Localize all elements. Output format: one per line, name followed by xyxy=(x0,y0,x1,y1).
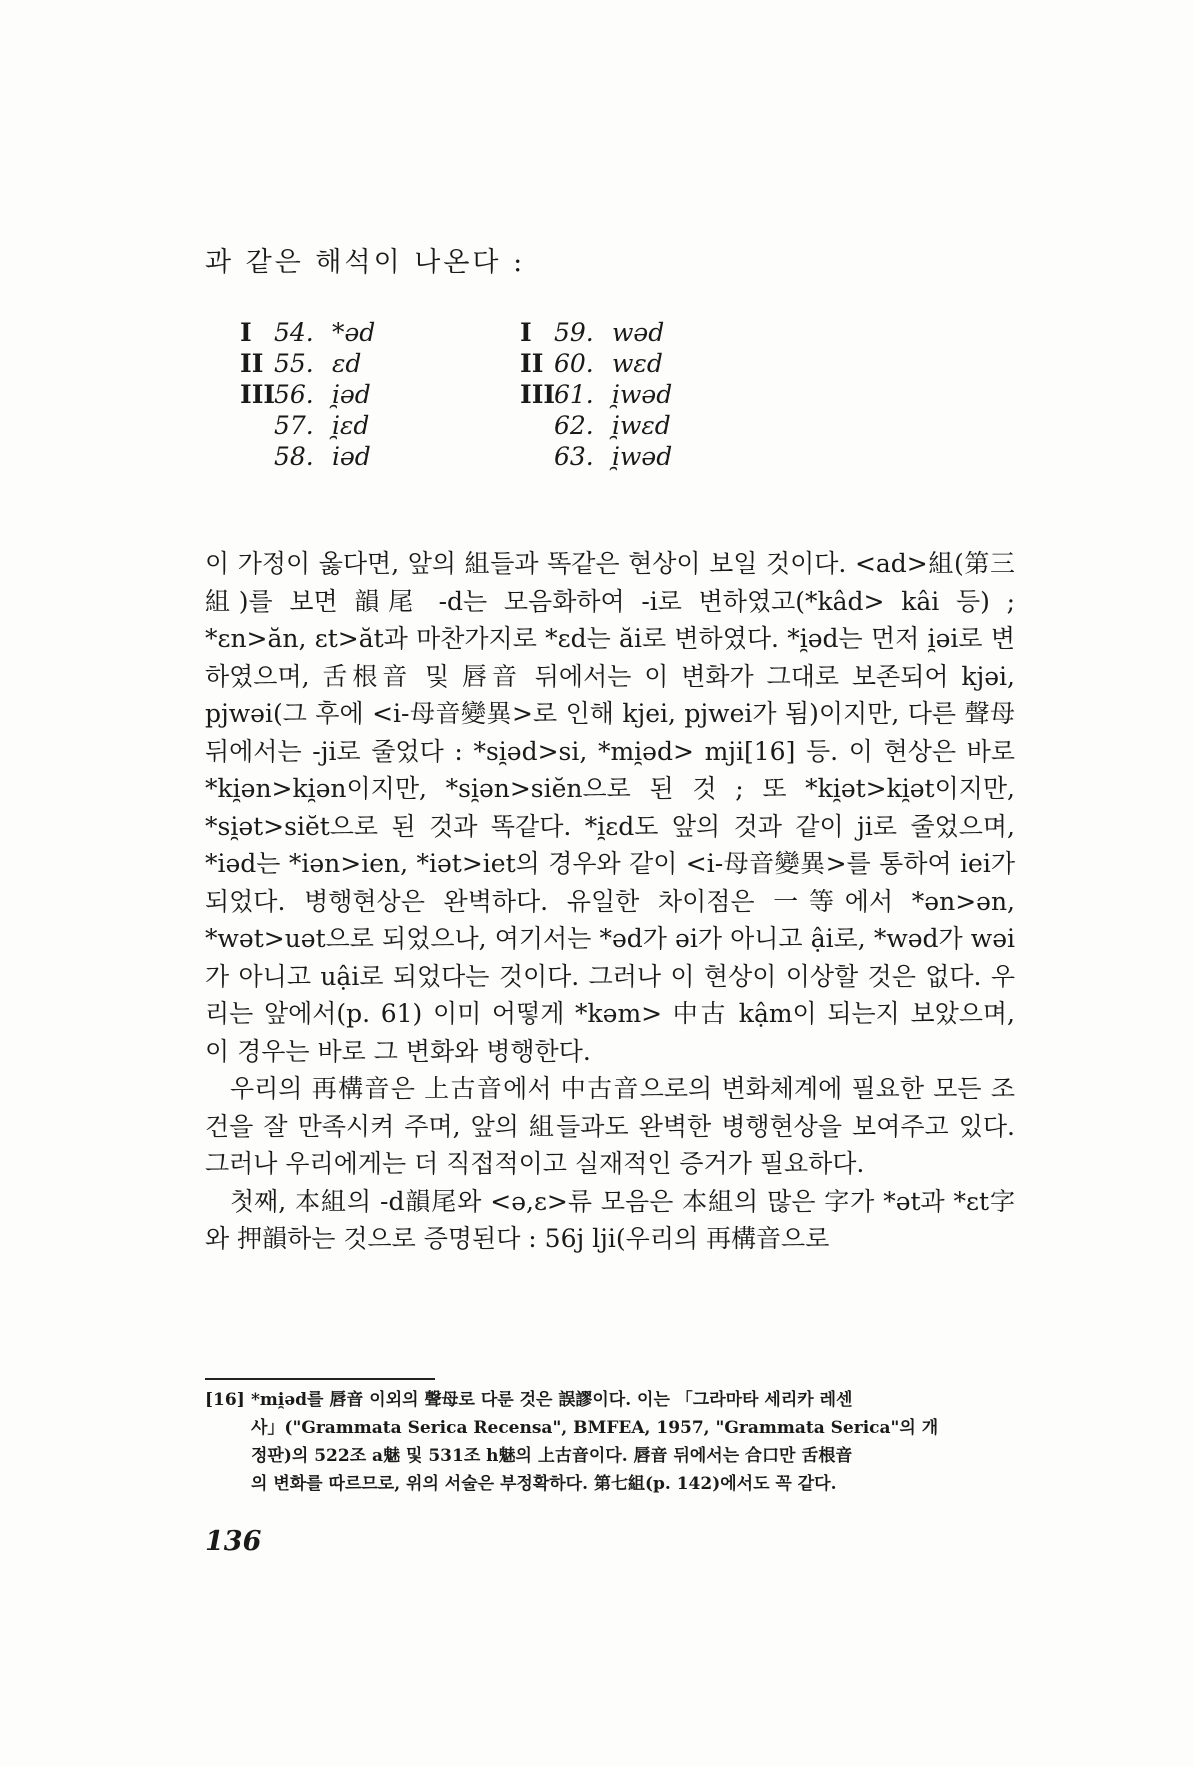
entry-index: 59. xyxy=(554,318,594,347)
table-row xyxy=(520,442,800,473)
footnote-line xyxy=(205,1386,1015,1414)
table-row xyxy=(240,442,520,473)
entry-index: 54. xyxy=(274,318,314,347)
division-numeral: II xyxy=(520,349,544,378)
table-row xyxy=(520,318,800,349)
footnote-text: *mi̯əd를 唇音 이외의 聲母로 다룬 것은 誤謬이다. 이는 「그라마타 세리카 레센 xyxy=(251,1390,853,1410)
table-column-right xyxy=(520,318,800,473)
table-row xyxy=(240,349,520,380)
entry-index: 58. xyxy=(274,442,314,471)
footnote-marker: [16] xyxy=(205,1390,245,1410)
footnote-divider xyxy=(205,1378,435,1380)
entry-form: wəd xyxy=(612,318,665,347)
entry-form: i̯wəd xyxy=(612,380,673,409)
division-numeral: III xyxy=(240,380,276,409)
table-row xyxy=(520,380,800,411)
footnote-line: 정판)의 522조 a魅 및 531조 h魅의 上古音이다. 唇音 뒤에서는 合口만 舌根音 xyxy=(251,1446,853,1466)
page-number: 136 xyxy=(205,1526,262,1557)
entry-form: i̯wəd xyxy=(612,442,673,471)
entry-index: 55. xyxy=(274,349,314,378)
footnote xyxy=(205,1386,1015,1498)
table-row xyxy=(240,318,520,349)
footnote-line: 의 변화를 따르므로, 위의 서술은 부정확하다. 第七組(p. 142)에서도 꼭 같다. xyxy=(251,1474,837,1494)
entry-index: 60. xyxy=(554,349,594,378)
table-row xyxy=(240,380,520,411)
table-column-left xyxy=(240,318,520,473)
entry-form: *əd xyxy=(332,318,376,347)
division-numeral: I xyxy=(240,318,252,347)
table-row xyxy=(240,411,520,442)
paragraph: 첫째, 本組의 -d韻尾와 <ə,ɛ>류 모음은 本組의 많은 字가 *ət과 *ɛt字와 押韻하는 것으로 증명된다 : 56j lji(우리의 再構音으로 xyxy=(205,1186,1015,1253)
entry-form: wɛd xyxy=(612,349,663,378)
entry-index: 57. xyxy=(274,411,314,440)
entry-index: 61. xyxy=(554,380,594,409)
table-row xyxy=(520,411,800,442)
entry-index: 63. xyxy=(554,442,594,471)
division-numeral: III xyxy=(520,380,556,409)
division-numeral: I xyxy=(520,318,532,347)
footnote-line: 사」("Grammata Serica Recensa", BMFEA, 1957, "Grammata Serica"의 개 xyxy=(251,1418,939,1438)
entry-form: i̯əd xyxy=(332,380,371,409)
intro-line: 과 같은 해석이 나온다 : xyxy=(205,247,526,278)
entry-index: 56. xyxy=(274,380,314,409)
body-text xyxy=(205,545,1015,1258)
entry-form: i̯ɛd xyxy=(332,411,370,440)
entry-form: i̯wɛd xyxy=(612,411,671,440)
table-row xyxy=(520,349,800,380)
paragraph: 이 가정이 옳다면, 앞의 組들과 똑같은 현상이 보일 것이다. <ad>組(第三組)를 보면 韻尾 -d는 모음화하여 -i로 변하였고(*kâd> kâi 등) ; *ɛn>ăn, ɛt>ăt과 마찬가지로 *ɛd는 ăi로 변하였다. *i̯əd는 먼저 i̯əi로 변하였으며, 舌根音 및 唇音 뒤에서는 이 변화가 그대로 보존되어 kjəi, pjwəi(그 후에 <i-母音變異>로 인해 kjei, pjwei가 됨)이지만, 다른 聲母 뒤에서는 -ji로 줄었다 : *si̯əd>si, *mi̯əd> mji[16] 등. 이 현상은 바로 *ki̯ən>ki̯ən이지만, *si̯ən>siĕn으로 된 것 ; 또 *ki̯ət>ki̯ət이지만, *si̯ət>siĕt으로 된 것과 똑같다. *i̯ɛd도 앞의 것과 같이 ji로 줄었으며, *iəd는 *iən>ien, *iət>iet의 경우와 같이 <i-母音變異>를 통하여 iei가 되었다. 병행현상은 완벽하다. 유일한 차이점은 一等에서 *ən>ən, *wət>uət으로 되었으나, 여기서는 *əd가 əi가 아니고 ậi로, *wəd가 wəi가 아니고 uậi로 되었다는 것이다. 그러나 이 현상이 이상할 것은 없다. 우리는 앞에서(p. 61) 이미 어떻게 *kəm> 中古 kậm이 되는지 보았으며, 이 경우는 바로 그 변화와 병행한다. xyxy=(205,549,1015,1066)
entry-form: ɛd xyxy=(332,349,362,378)
paragraph: 우리의 再構音은 上古音에서 中古音으로의 변화체계에 필요한 모든 조건을 잘 만족시켜 주며, 앞의 組들과도 완벽한 병행현상을 보여주고 있다. 그러나 우리에게는 더 직접적이고 실재적인 증거가 필요하다. xyxy=(205,1074,1015,1178)
entry-form: iəd xyxy=(332,442,371,471)
entry-index: 62. xyxy=(554,411,594,440)
division-numeral: II xyxy=(240,349,264,378)
reconstruction-table xyxy=(240,318,800,473)
